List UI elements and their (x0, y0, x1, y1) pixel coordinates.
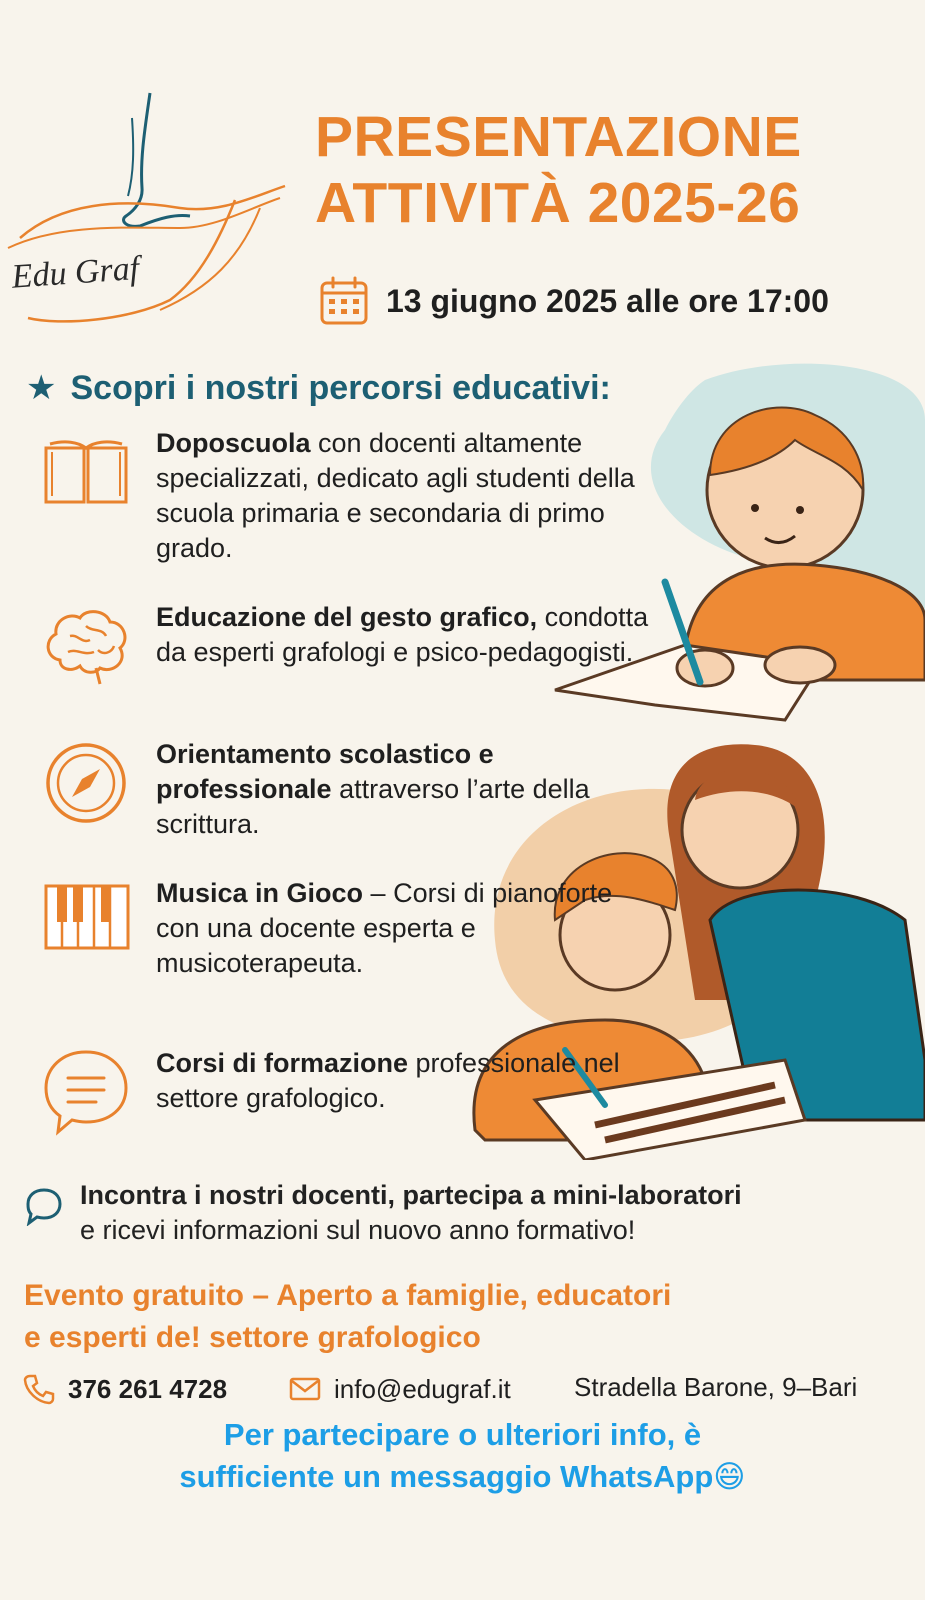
speech-bubble-icon (24, 1186, 64, 1226)
free-event-line1: Evento gratuito – Aperto a famiglie, educatori (24, 1279, 672, 1312)
compass-icon (40, 737, 132, 829)
event-title (315, 104, 915, 236)
item-formazione-text (156, 1046, 656, 1138)
edugraf-logo (0, 88, 300, 338)
intro-text: Scopri i nostri percorsi educativi: (70, 368, 611, 407)
item-orientamento-text (156, 737, 656, 842)
logo-text: Edu Graf (10, 249, 141, 296)
address-text: Stradella Barone, 9–Bari (574, 1372, 858, 1402)
item-formazione-desc: professionale nel settore grafologico. (156, 1048, 620, 1113)
phone-number: 376 261 4728 (68, 1373, 228, 1404)
item-doposcuola-title: Doposcuola (156, 428, 311, 458)
item-musica-title: Musica in Gioco (156, 878, 364, 908)
free-event-line2: e esperti de! settore grafologico (24, 1321, 481, 1354)
piano-icon (40, 876, 132, 968)
event-title-line2: ATTIVITÀ 2025-26 (315, 171, 801, 235)
list-item-formazione (36, 1046, 656, 1138)
address-contact (574, 1372, 857, 1403)
contacts-row (22, 1372, 922, 1412)
meet-desc: e ricevi informazioni sul nuovo anno formativo! (80, 1215, 636, 1245)
brain-icon (40, 600, 132, 692)
mail-icon (288, 1372, 322, 1406)
meet-teachers-note (24, 1178, 914, 1248)
item-orientamento-desc: attraverso l’arte della scrittura. (156, 774, 590, 839)
item-musica-text (156, 876, 656, 981)
event-date: 13 giugno 2025 alle ore 17:00 (386, 282, 829, 319)
event-title-line1: PRESENTAZIONE (315, 105, 802, 169)
event-date-row (318, 272, 829, 330)
whatsapp-cta (0, 1414, 925, 1498)
list-item-musica (36, 876, 656, 981)
free-event-note (24, 1275, 904, 1359)
phone-contact[interactable] (22, 1372, 227, 1406)
item-gesto-grafico-desc: condotta da esperti grafologi e psico-pedagogisti. (156, 602, 649, 667)
item-formazione-title: Corsi di formazione (156, 1048, 409, 1078)
list-item-doposcuola (36, 426, 656, 566)
cta-line2: sufficiente un messaggio WhatsApp😄 (179, 1459, 746, 1494)
email-address: info@edugraf.it (334, 1373, 511, 1404)
star-icon: ★ (26, 369, 57, 407)
book-icon (40, 426, 132, 518)
item-musica-desc: – Corsi di pianoforte con una docente esperta e musicoterapeuta. (156, 878, 613, 978)
item-doposcuola-desc: con docenti altamente specializzati, dedicato agli studenti della scuola primaria e secondaria di primo grado. (156, 428, 635, 563)
phone-icon (22, 1372, 56, 1406)
list-item-gesto-grafico (36, 600, 656, 692)
meet-title: Incontra i nostri docenti, partecipa a mini-laboratori (80, 1180, 742, 1210)
item-gesto-grafico-text (156, 600, 656, 692)
calendar-icon (318, 275, 370, 327)
item-gesto-grafico-title: Educazione del gesto grafico, (156, 602, 538, 632)
list-item-orientamento (36, 737, 656, 842)
chat-icon (40, 1046, 132, 1138)
cta-line1: Per partecipare o ulteriori info, è (223, 1417, 702, 1452)
item-doposcuola-text (156, 426, 656, 566)
email-contact[interactable] (288, 1372, 511, 1406)
item-orientamento-title: Orientamento scolastico e professionale (156, 739, 494, 804)
